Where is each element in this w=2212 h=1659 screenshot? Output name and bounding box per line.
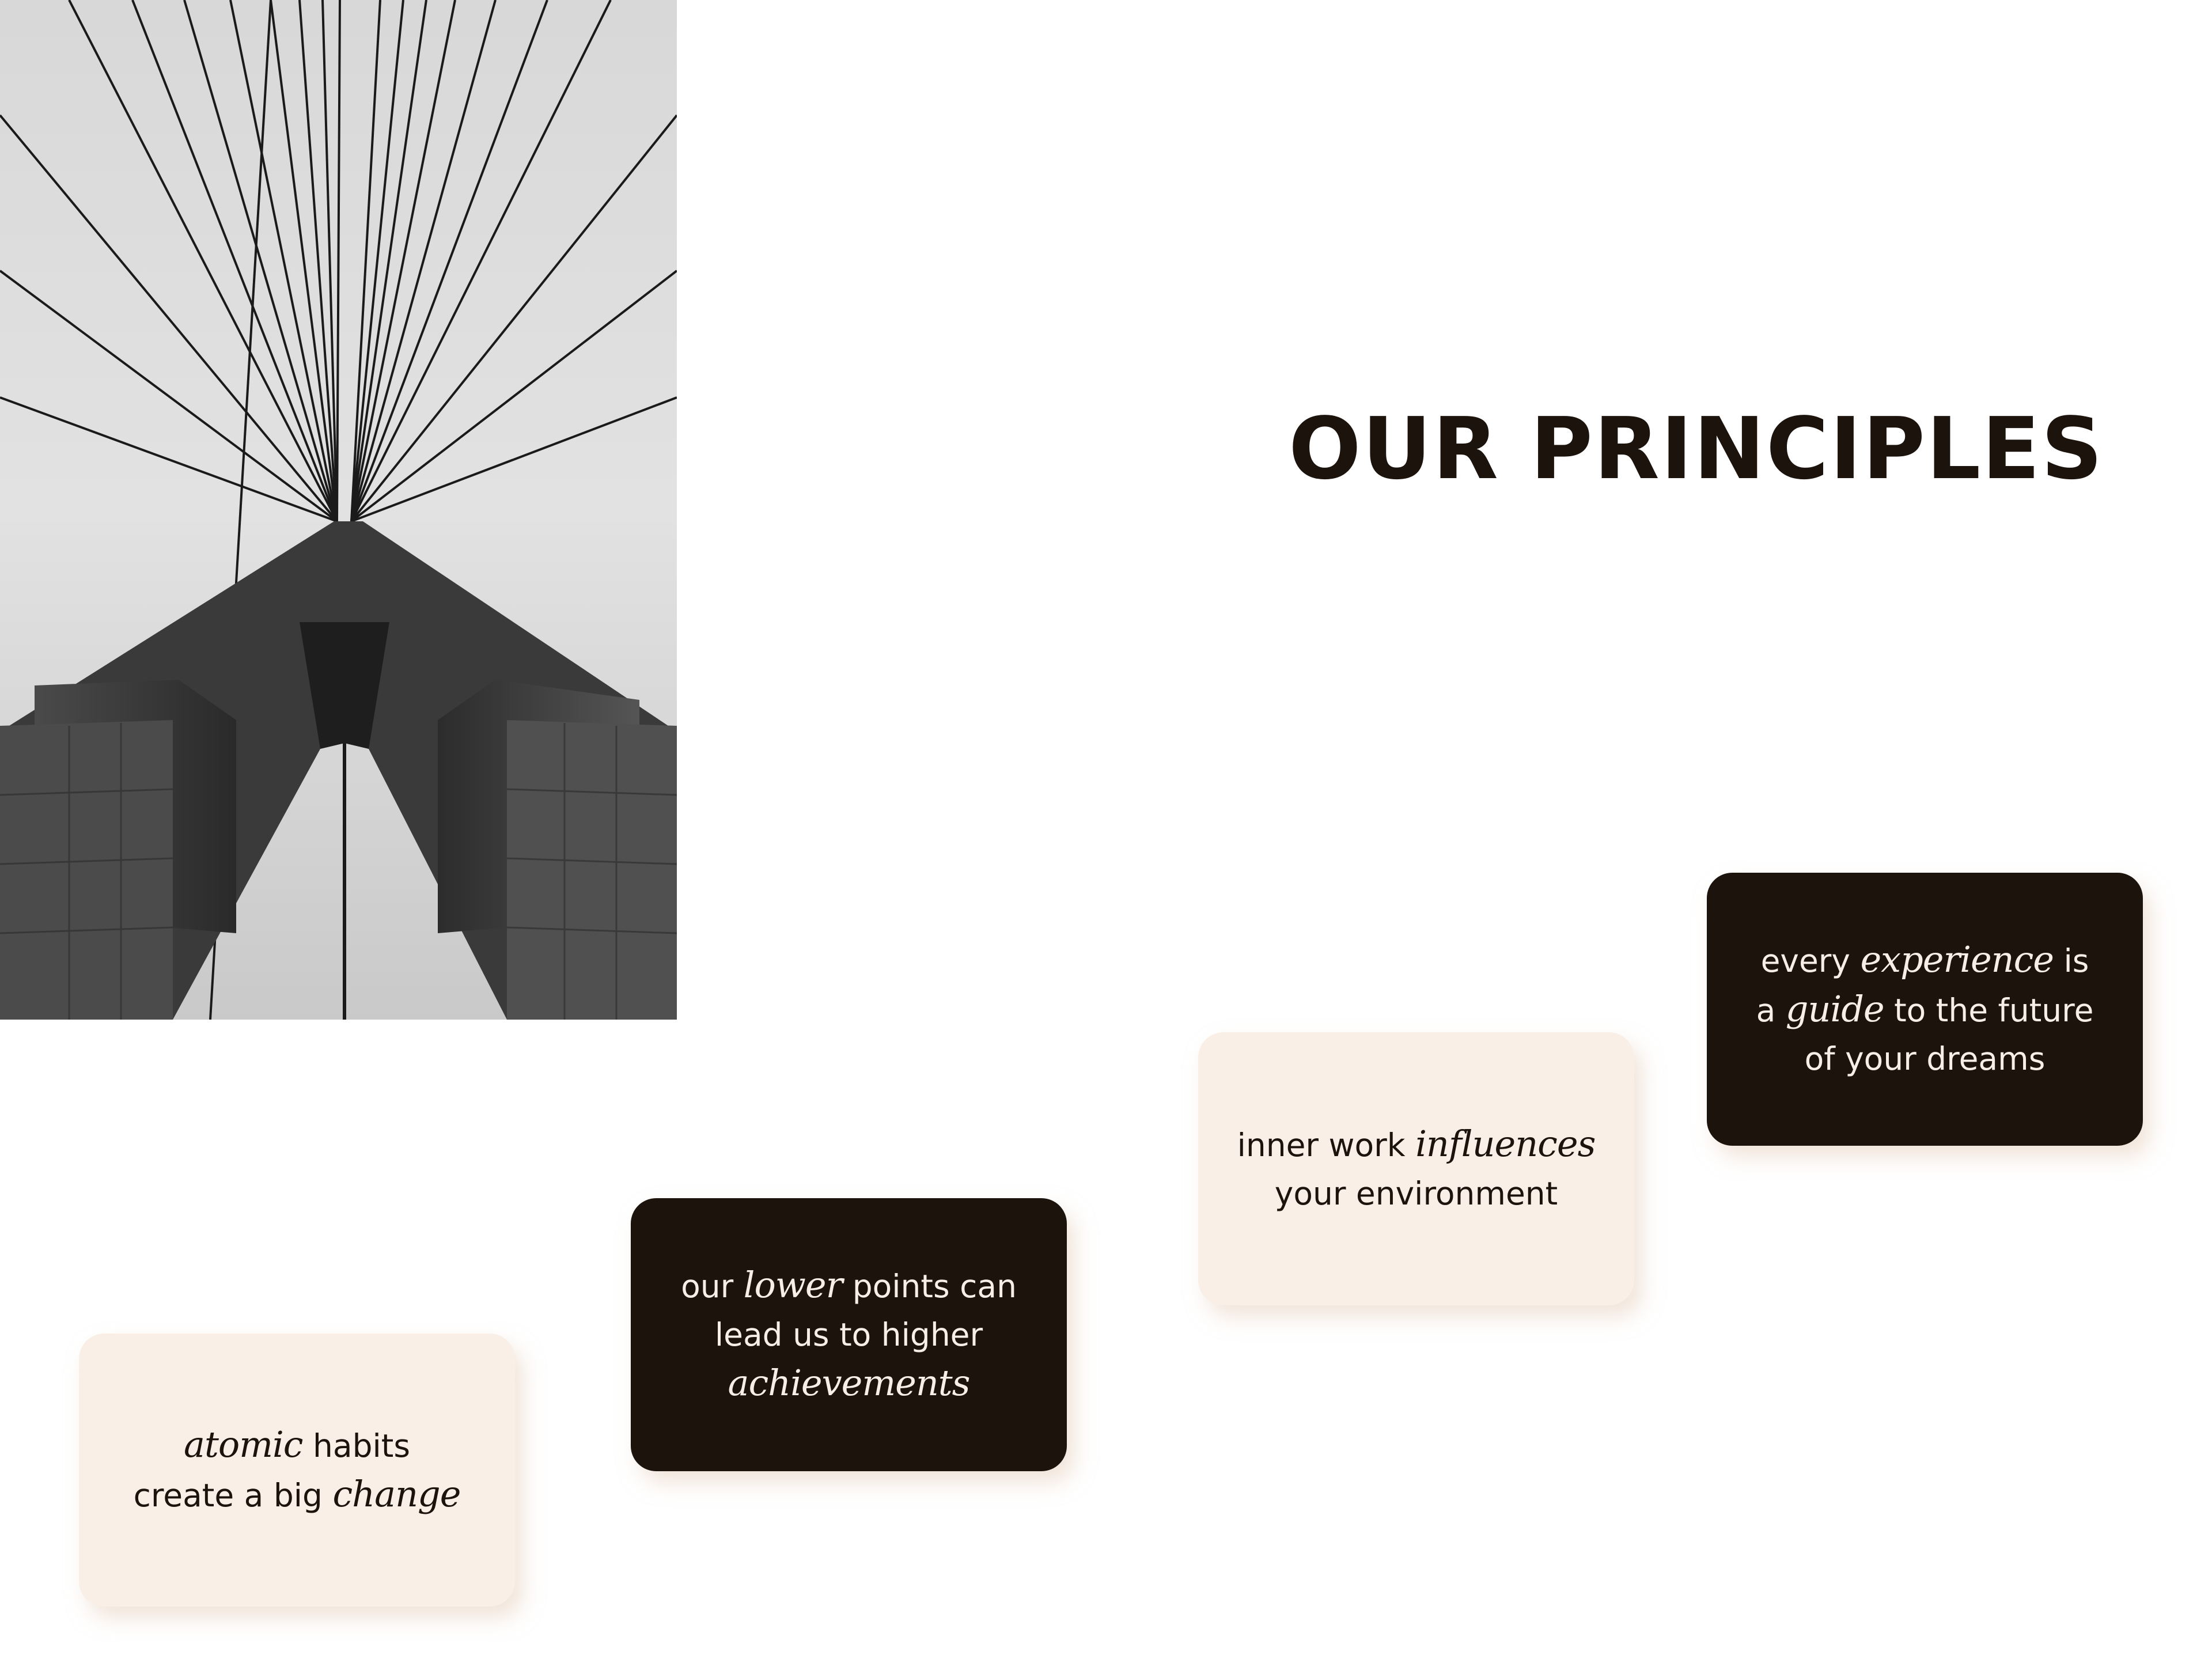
card-emphasis: atomic bbox=[183, 1423, 303, 1465]
bridge-photo bbox=[0, 0, 677, 1020]
card-text: inner work bbox=[1237, 1127, 1416, 1164]
card-emphasis: influences bbox=[1415, 1123, 1596, 1165]
card-text: points can bbox=[842, 1268, 1017, 1305]
card-line bbox=[1805, 1035, 2046, 1083]
card-text: is bbox=[2054, 942, 2089, 979]
card-line bbox=[728, 1359, 969, 1408]
card-text: lead us to higher bbox=[714, 1316, 983, 1353]
card-text: a bbox=[1756, 992, 1786, 1029]
card-line bbox=[681, 1261, 1017, 1310]
card-emphasis: guide bbox=[1785, 988, 1884, 1030]
card-text: our bbox=[681, 1268, 744, 1305]
card-text: create a big bbox=[133, 1477, 333, 1514]
card-line bbox=[134, 1470, 461, 1520]
card-line bbox=[184, 1421, 410, 1470]
card-text: of your dreams bbox=[1804, 1040, 2046, 1077]
card-text: every bbox=[1760, 942, 1861, 979]
card-text: to the future bbox=[1884, 992, 2094, 1029]
page-title: OUR PRINCIPLES bbox=[1289, 399, 2104, 498]
principle-card-atomic-habits bbox=[79, 1334, 515, 1607]
card-line bbox=[1756, 985, 2094, 1035]
principle-card-every-experience bbox=[1707, 873, 2143, 1146]
card-line bbox=[1761, 935, 2089, 985]
card-line bbox=[715, 1310, 983, 1359]
bridge-tower-icon bbox=[0, 0, 677, 1020]
card-emphasis: lower bbox=[743, 1264, 843, 1306]
card-emphasis: experience bbox=[1860, 938, 2054, 980]
principle-card-lower-points bbox=[631, 1198, 1067, 1471]
card-line bbox=[1275, 1169, 1558, 1218]
principle-card-inner-work bbox=[1198, 1032, 1634, 1305]
card-line bbox=[1237, 1120, 1596, 1169]
card-emphasis: achievements bbox=[728, 1362, 970, 1404]
card-text: habits bbox=[302, 1427, 411, 1464]
card-emphasis: change bbox=[332, 1473, 461, 1515]
card-text: your environment bbox=[1274, 1175, 1558, 1212]
